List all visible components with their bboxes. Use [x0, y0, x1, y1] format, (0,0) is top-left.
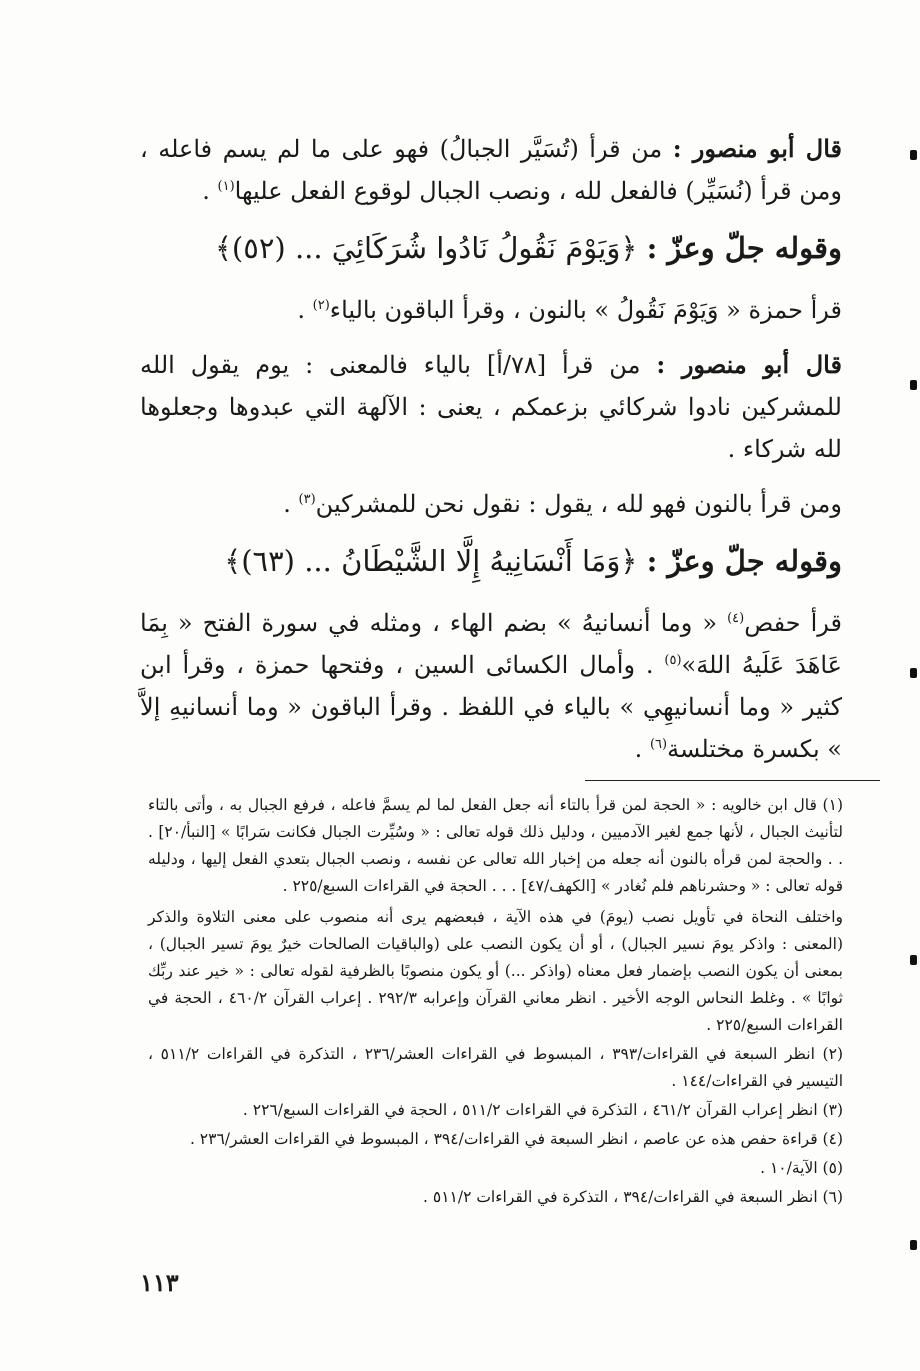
paragraph-text: قرأ حفص — [744, 609, 842, 637]
verse-heading-1 — [140, 225, 842, 271]
binding-mark — [910, 150, 917, 160]
footnote-2: (٢) انظر السبعة في القراءات/٣٩٣ ، المبسوط في القراءات العشر/٢٣٦ ، التذكرة في القراءات ٥١١/٢ ، التيسير في القراءات/١٤٤ . — [148, 1045, 843, 1090]
footnote-ref: (١) — [217, 179, 235, 194]
paragraph-text: من قرأ [٧٨/أ] بالياء فالمعنى : يوم يقول الله للمشركين نادوا شركائي بزعمكم ، يعنى : الآلهة التي عبدوها وجعلوها لله شركاء . — [140, 351, 842, 463]
verse-intro: وقوله جلّ وعزّ : — [646, 544, 842, 578]
speaker-label: قال أبو منصور : — [656, 350, 842, 379]
footnote-ref: (٢) — [312, 298, 330, 313]
binding-mark — [910, 380, 917, 390]
paragraph-2 — [140, 289, 842, 331]
punctuation: . — [297, 296, 313, 324]
footnote-1-continued: واختلف النحاة في تأويل نصب (يومَ) في هذه الآية ، فبعضهم يرى أنه منصوب على معنى التلاوة والذكر (المعنى : واذكر يومَ نسير الجبال) ، أو أن يكون النصب على (والباقيات الصالحات خيرٌ يومَ تسير الجبال) ، بمعنى أن يكون النصب بإضمار فعل معناه (واذكر ...) أو يكون منصوبًا بالظرفية لقوله تعالى : « خير عند ربِّك ثوابًا » . وغلط النحاس الوجه الأخير . انظر معاني القرآن وإعرابه ٢٩٢/٣ . إعراب القرآن ٤٦٠/٢ ، الحجة في القراءات السبع/٢٢٥ . — [148, 908, 844, 1034]
paragraph-3 — [140, 344, 842, 470]
paragraph-5 — [140, 602, 842, 770]
paragraph-4 — [140, 483, 842, 525]
speaker-label: قال أبو منصور : — [672, 134, 842, 163]
footnote-3: (٣) انظر إعراب القرآن ٤٦١/٢ ، التذكرة في القراءات ٥١١/٢ ، الحجة في القراءات السبع/٢٢٦ . — [242, 1101, 843, 1119]
footnote-separator — [585, 780, 880, 781]
paragraph-text: من قرأ (تُسَيَّر الجبالُ) فهو على ما لم يسم فاعله ، ومن قرأ (نُسَيِّر) فالفعل لله ، ونصب الجبال لوقوع الفعل عليها — [140, 135, 842, 205]
footnote-ref: (٥) — [664, 653, 682, 668]
paragraph-1 — [140, 128, 842, 212]
punctuation: . — [202, 177, 218, 205]
footnote-4: (٤) قراءة حفص هذه عن عاصم ، انظر السبعة في القراءات/٣٩٤ ، المبسوط في القراءات العشر/٢٣٦ . — [189, 1130, 843, 1148]
paragraph-text: ومن قرأ بالنون فهو لله ، يقول : نقول نحن للمشركين — [315, 490, 842, 518]
footnote-5: (٥) الآية/١٠ . — [760, 1159, 843, 1177]
paragraph-text: « وما أنسانيهُ » بضم الهاء ، ومثله في سورة الفتح « بِمَا عَاهَدَ عَلَيهُ اللهَ» — [140, 609, 843, 679]
footnote-ref: (٤) — [727, 611, 745, 626]
quran-verse: ﴿وَمَا أَنْسَانِيهُ إِلَّا الشَّيْطَانُ ... (٦٣)﴾ — [224, 544, 638, 578]
binding-mark — [910, 955, 917, 965]
footnote-ref: (٦) — [649, 737, 668, 752]
footnotes — [148, 792, 843, 1213]
footnote-ref: (٣) — [298, 492, 316, 507]
punctuation: . — [283, 490, 299, 518]
verse-intro: وقوله جلّ وعزّ : — [646, 231, 842, 265]
paragraph-text: قرأ حمزة « وَيَوْمَ نَقُولُ » بالنون ، وقرأ الباقون بالياء — [329, 296, 842, 324]
binding-mark — [910, 1240, 917, 1250]
binding-mark — [910, 668, 917, 678]
punctuation: . — [634, 735, 650, 763]
verse-heading-2 — [140, 538, 842, 584]
footnote-6: (٦) انظر السبعة في القراءات/٣٩٤ ، التذكرة في القراءات ٥١١/٢ . — [423, 1188, 843, 1206]
paragraph-text: . وأمال الكسائى السين ، وفتحها حمزة ، وقرأ ابن كثير « وما أنسانيهِي » بالياء في اللفظ . وقرأ الباقون « وما أنسانيهِ إلاَّ » بكسرة مختلسة — [140, 651, 842, 763]
footnote-1: (١) قال ابن خالويه : « الحجة لمن قرأ بالتاء أنه جعل الفعل لما لم يسمَّ فاعله ، فرفع الجبال به ، وأتى بالتاء لتأنيث الجبال ، لأنها جمع لغير الآدميين ، ودليل ذلك قوله تعالى : « وسُيِّرت الجبال فكانت سَرابًا » [النبأ/٢٠] . . . والحجة لمن قرأه بالنون أنه جعله من إخبار الله تعالى عن نفسه ، ونصب الجبال بتعدي الفعل إليها ، ودليله قوله تعالى : « وحشرناهم فلم نُغادر » [الكهف/٤٧] . . . الحجة في القراءات السبع/٢٢٥ . — [148, 796, 843, 895]
quran-verse: ﴿وَيَوْمَ نَقُولُ نَادُوا شُرَكَائِيَ ... (٥٢)﴾ — [214, 231, 638, 265]
main-text — [140, 128, 842, 783]
page-number: ١١٣ — [140, 1268, 179, 1297]
